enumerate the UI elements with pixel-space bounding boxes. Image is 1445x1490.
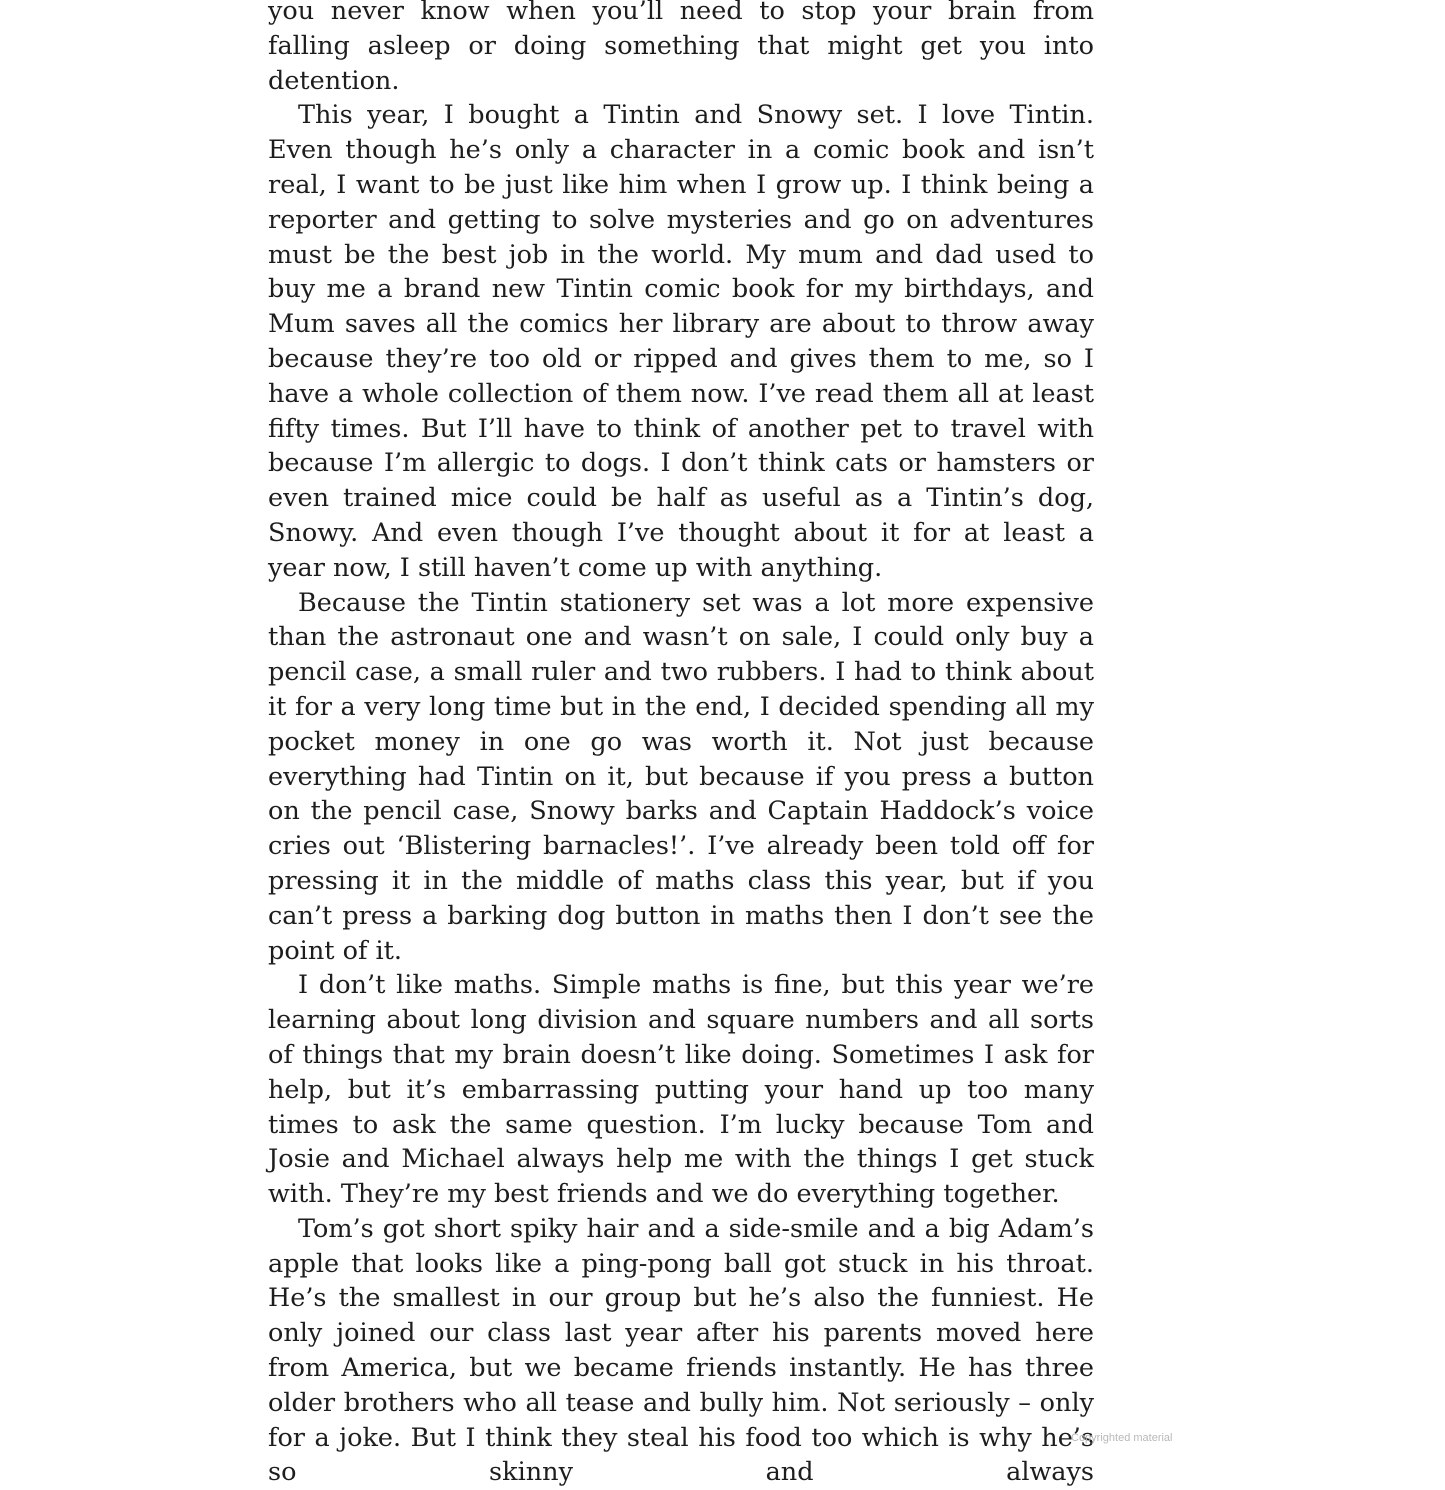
paragraph-continued: you never know when you’ll need to stop your brain from falling asleep or doing something that might get you into detention. — [268, 0, 1094, 96]
paragraph-tintin-set: This year, I bought a Tintin and Snowy set. I love Tintin. Even though he’s only a character in a comic book and isn’t real, I want to be just like him when I grow up. I think being a reporter and getting to solve mysteries and go on adventures must be the best job in the world. My mum and dad used to buy me a brand new Tintin comic book for my birthdays, and Mum saves all the comics her library are about to throw away because they’re too old or ripped and gives them to me, so I have a whole collection of them now. I’ve read them all at least fifty times. But I’ll have to think of another pet to travel with because I’m allergic to dogs. I don’t think cats or hamsters or even trained mice could be half as useful as a Tintin’s dog, Snowy. And even though I’ve thought about it for at least a year now, I still haven’t come up with anything. — [268, 100, 1094, 583]
book-page-text — [268, 0, 1094, 1490]
paragraph-maths: I don’t like maths. Simple maths is fine, but this year we’re learning about long division and square numbers and all sorts of things that my brain doesn’t like doing. Sometimes I ask for help, but it’s embarrassing putting your hand up too many times to ask the same question. I’m lucky because Tom and Josie and Michael always help me with the things I get stuck with. They’re my best friends and we do everything together. — [268, 970, 1094, 1210]
copyright-watermark: Copyrighted material — [1071, 1432, 1173, 1444]
paragraph-tom: Tom’s got short spiky hair and a side-smile and a big Adam’s apple that looks like a ping-pong ball got stuck in his throat. He’s the smallest in our group but he’s also the funniest. He only joined our class last year after his parents moved here from America, but we became friends instantly. He has three older brothers who all tease and bully him. Not seriously – only for a joke. But I think they steal his food too which is why he’s so skinny and always — [268, 1213, 1094, 1488]
paragraph-stationery: Because the Tintin stationery set was a lot more expensive than the astronaut one and wasn’t on sale, I could only buy a pencil case, a small ruler and two rubbers. I had to think about it for a very long time but in the end, I decided spending all my pocket money in one go was worth it. Not just because everything had Tintin on it, but because if you press a button on the pencil case, Snowy barks and Captain Haddock’s voice cries out ‘Blistering barnacles!’. I’ve already been told off for pressing it in the middle of maths class this year, but if you can’t press a barking dog button in maths then I don’t see the point of it. — [268, 587, 1094, 966]
